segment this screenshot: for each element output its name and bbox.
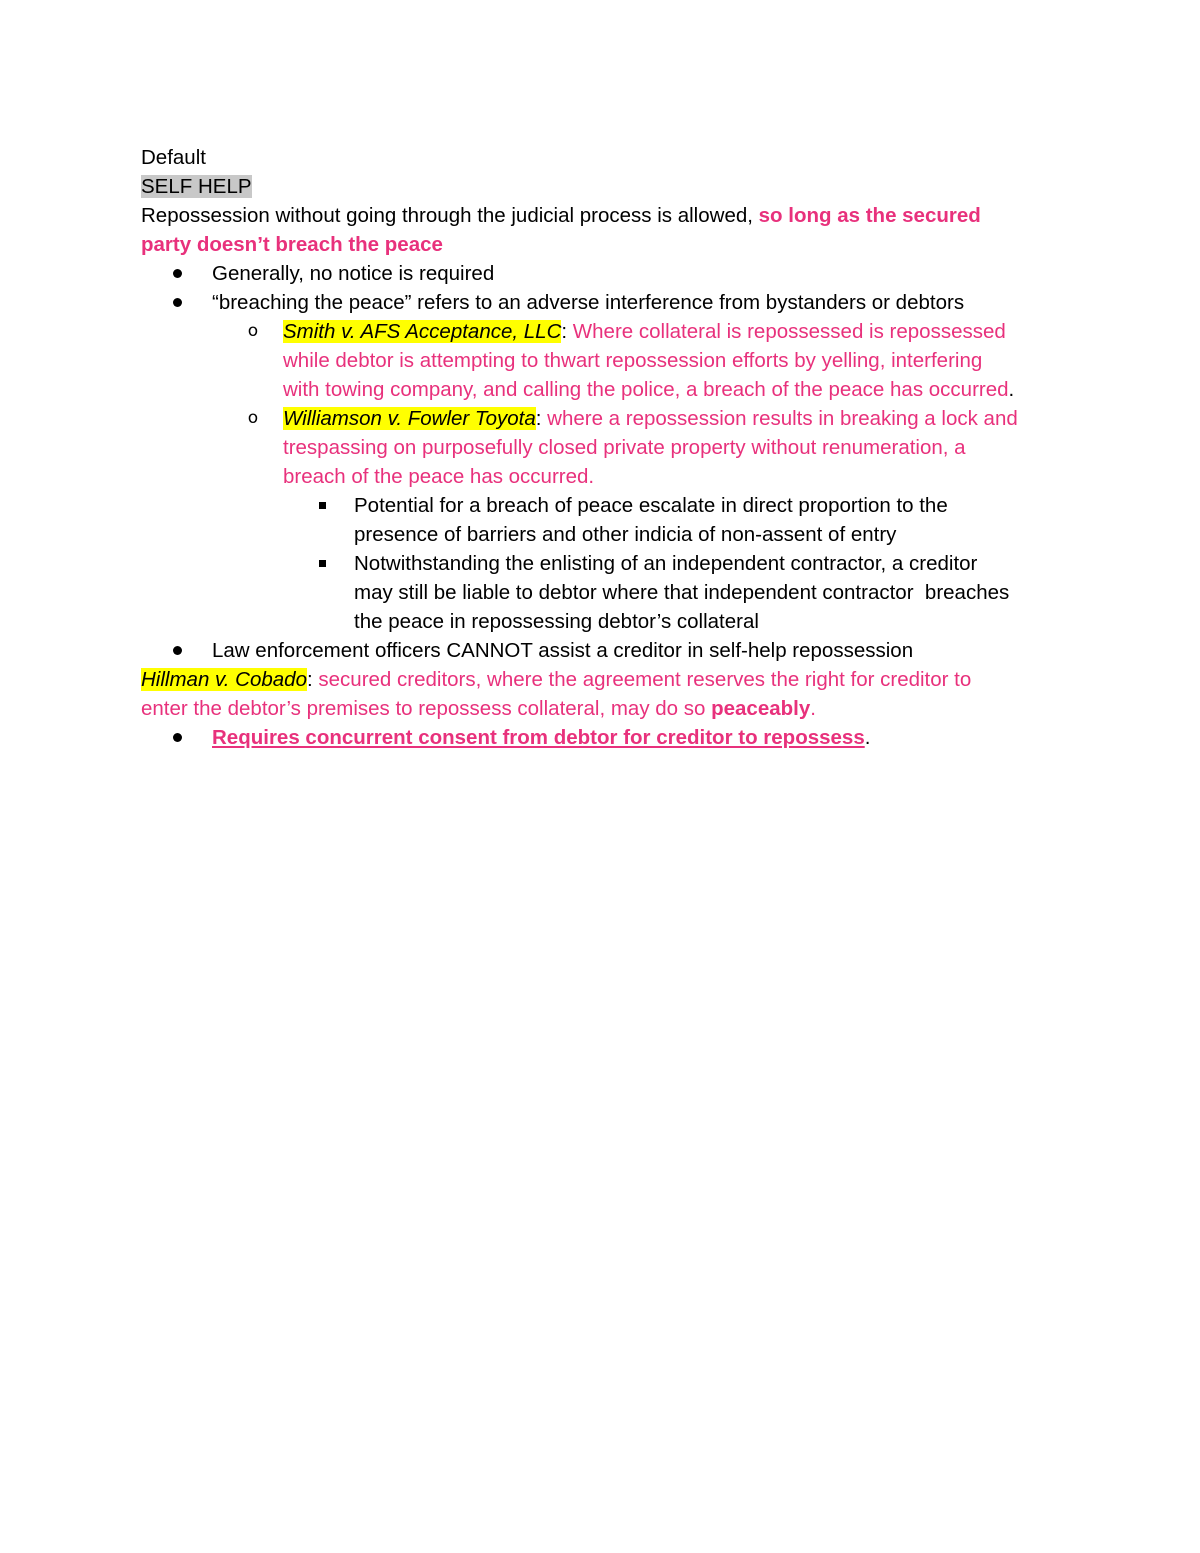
bullet-breaching-peace: “breaching the peace” refers to an adverse interference from bystanders or debtors [141, 288, 1071, 317]
bullet-concurrent-consent: Requires concurrent consent from debtor for creditor to repossess. [141, 723, 1071, 752]
section-heading [141, 172, 1071, 201]
bullet-dot-icon [173, 269, 182, 278]
square-bullet-icon [319, 502, 326, 509]
case-name: Hillman v. Cobado [141, 668, 307, 691]
sub-bullet-escalate: Potential for a breach of peace escalate in direct proportion to the presence of barriers and other indicia of non-assent of entry [141, 491, 1071, 549]
bullet-dot-icon [173, 646, 182, 655]
square-bullet-icon [319, 560, 326, 567]
hollow-circle-bullet-icon: o [247, 321, 259, 341]
hollow-circle-bullet-icon: o [247, 408, 259, 428]
bullet-law-enforcement: Law enforcement officers CANNOT assist a creditor in self-help repossession [141, 636, 1071, 665]
main-bullet-list [141, 259, 1071, 317]
concurrent-consent-text: Requires concurrent consent from debtor for creditor to repossess [212, 726, 865, 749]
doc-title: Default [141, 146, 206, 169]
intro-line-1 [141, 201, 1071, 230]
bullet-dot-icon [173, 298, 182, 307]
sub-bullet-list [141, 491, 1071, 636]
case-list [141, 317, 1071, 491]
case-smith: o Smith v. AFS Acceptance, LLC: Where collateral is repossessed is repossessed while debtor is attempting to thwart repossession efforts by yelling, interfering with towing company, and calling the police, a breach of the peace has occurred. [141, 317, 1071, 404]
hillman-line-1: Hillman v. Cobado: secured creditors, where the agreement reserves the right for creditor to [141, 668, 972, 691]
sub-bullet-contractor: Notwithstanding the enlisting of an independent contractor, a creditor may still be liable to debtor where that independent contractor breaches the peace in repossessing debtor’s collateral [141, 549, 1071, 636]
law-bullet-list [141, 636, 1071, 665]
section-heading-text: SELF HELP [141, 175, 252, 198]
intro-emphasis-1: so long as the secured [758, 204, 981, 227]
bullet-dot-icon [173, 733, 182, 742]
hillman-line-2: enter the debtor’s premises to repossess collateral, may do so peaceably. [141, 697, 816, 720]
intro-emphasis-2: party doesn’t breach the peace [141, 233, 443, 256]
case-name: Smith v. AFS Acceptance, LLC [283, 320, 562, 343]
case-williamson: o Williamson v. Fowler Toyota: where a repossession results in breaking a lock and trespassing on purposefully closed private property without renumeration, a breach of the peace has occurred. [141, 404, 1071, 491]
final-bullet-list [141, 723, 1071, 752]
intro-line-2 [141, 230, 1071, 259]
bullet-notice: Generally, no notice is required [141, 259, 1071, 288]
case-name: Williamson v. Fowler Toyota [283, 407, 536, 430]
intro-plain: Repossession without going through the judicial process is allowed, [141, 204, 759, 227]
document-body [141, 143, 1071, 752]
